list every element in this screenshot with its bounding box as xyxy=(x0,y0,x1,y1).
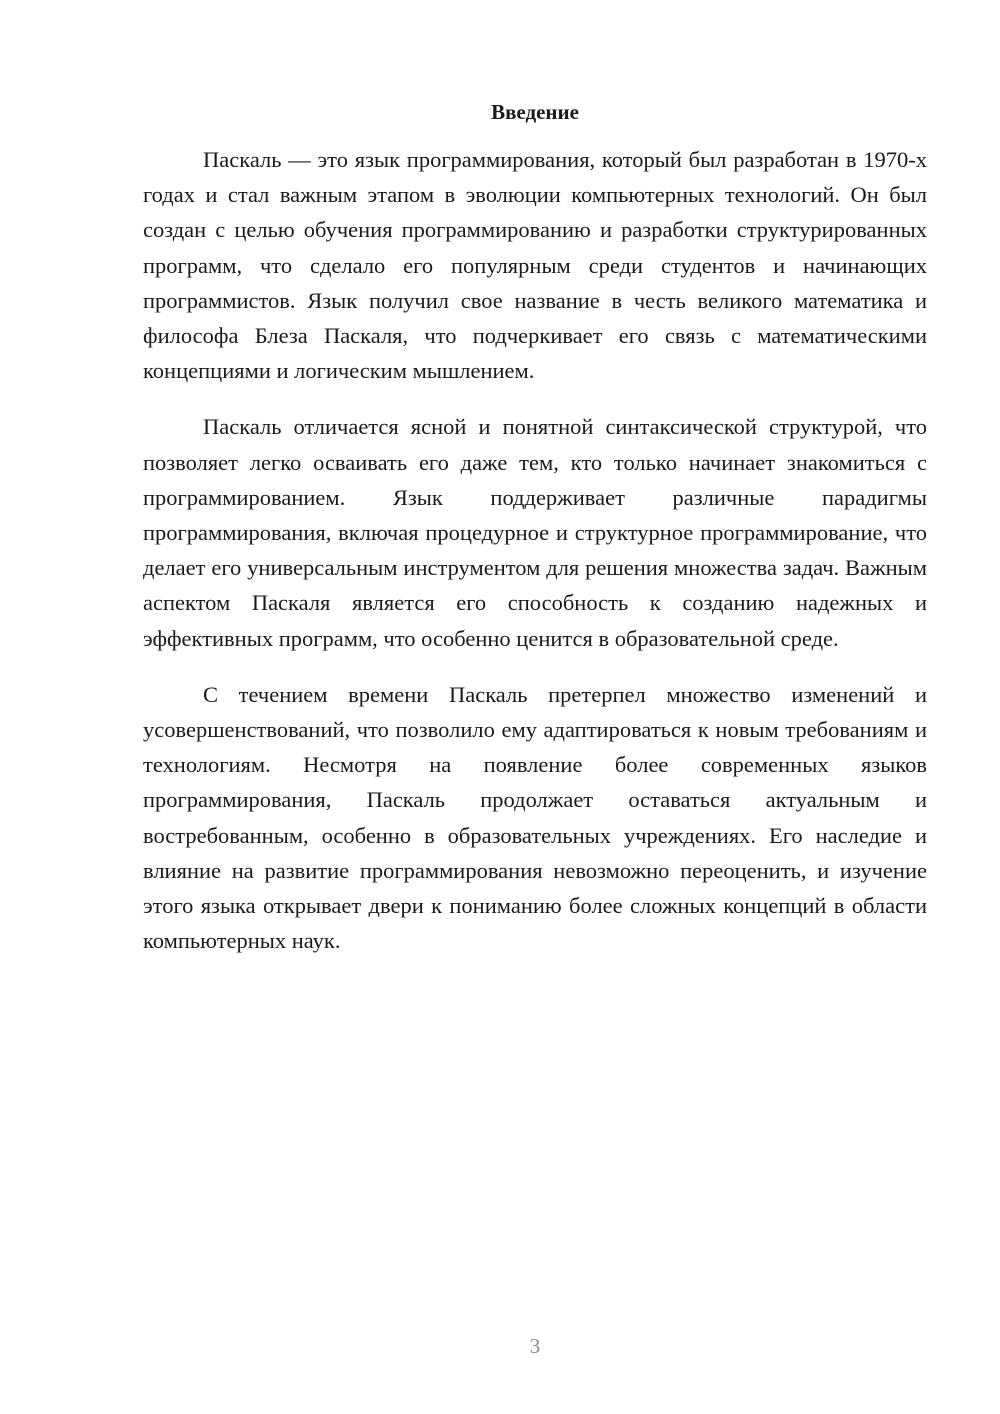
section-title: Введение xyxy=(491,100,579,124)
paragraph: Паскаль отличается ясной и понятной синтаксической структурой, что позволяет легко осваивать его даже тем, кто только начинает знакомиться с программированием. Язык поддерживает различные парадигмы программирования, включая процедурное и структурное программирование, что делает его универсальным инструментом для решения множества задач. Важным аспектом Паскаля является его способность к созданию надежных и эффективных программ, что особенно ценится в образовательной среде. xyxy=(143,414,927,651)
body-text xyxy=(143,142,927,979)
paragraph: Паскаль — это язык программирования, который был разработан в 1970-х годах и стал важным этапом в эволюции компьютерных технологий. Он был создан с целью обучения программированию и разработки структурированных программ, что сделало его популярным среди студентов и начинающих программистов. Язык получил свое название в честь великого математика и философа Блеза Паскаля, что подчеркивает его связь с математическими концепциями и логическим мышлением. xyxy=(143,147,927,384)
page-number: 3 xyxy=(529,1334,541,1358)
paragraph: С течением времени Паскаль претерпел множество изменений и усовершенствований, что позволило ему адаптироваться к новым требованиям и технологиям. Несмотря на появление более современных языков программирования, Паскаль продолжает оставаться актуальным и востребованным, особенно в образовательных учреждениях. Его наследие и влияние на развитие программирования невозможно переоценить, и изучение этого языка открывает двери к пониманию более сложных концепций в области компьютерных наук. xyxy=(143,681,927,954)
